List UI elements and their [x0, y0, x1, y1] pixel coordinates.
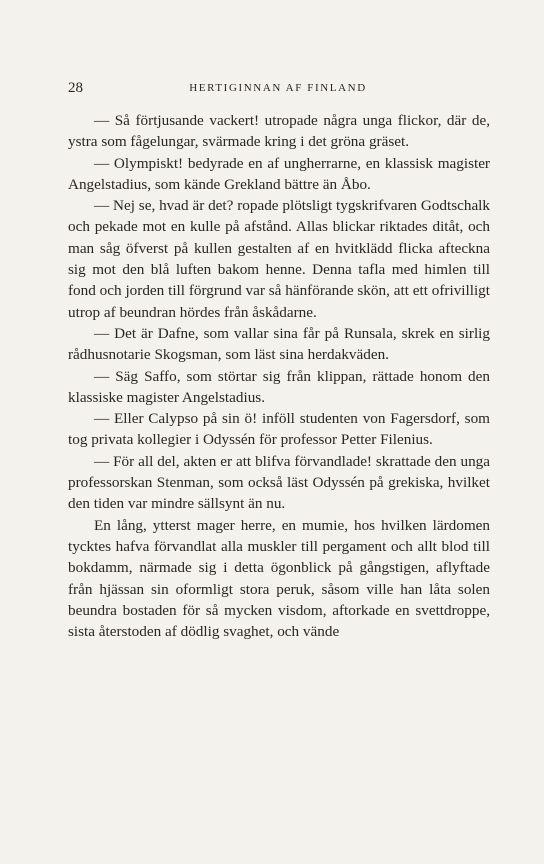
- paragraph: — Nej se, hvad är det? ropade plötsligt tygskrifvaren Godtschalk och pekade mot en kulle på afstånd. Allas blickar riktades ditåt, och man såg öfverst på kullen gestalten af en hvitklädd flicka afteckna sig mot den blå luften bakom henne. Denna tafla med himlen till fond och jorden till förgrund var så hänförande skön, att ett ofrivilligt utrop af beundran hördes från åskådarne.: [68, 197, 490, 321]
- paragraph: — Så förtjusande vackert! utropade några unga flickor, där de, ystra som fågelungar, svärmade kring i det gröna gräset.: [68, 112, 490, 151]
- running-title: HERTIGINNAN AF FINLAND: [189, 82, 367, 94]
- body-text: [68, 110, 490, 642]
- paragraph: En lång, ytterst mager herre, en mumie, hos hvilken lärdomen tycktes hafva förvandlat alla muskler till pergament och allt blod till bokdamm, närmade sig i detta ögonblick på gångstigen, aflyftade från hjässan sin oformligt stora peruk, såsom ville han låta solen beundra bostaden för så mycken visdom, aftorkade en svettdroppe, sista återstoden af dödlig svaghet, och vände: [68, 516, 490, 641]
- paragraph: — Säg Saffo, som störtar sig från klippan, rättade honom den klassiske magister Angelstadius.: [68, 367, 490, 406]
- paragraph: — Det är Dafne, som vallar sina får på Runsala, skrek en sirlig rådhusnotarie Skogsman, som läst sina herdakväden.: [68, 324, 490, 364]
- page-number: 28: [68, 80, 83, 96]
- paragraph: — För all del, akten er att blifva förvandlade! skrattade den unga professorskan Stenman, som också läst Odyssén på grekiska, hvilket den tiden var mindre sällsynt än nu.: [68, 452, 490, 513]
- page-header: [68, 80, 488, 100]
- paragraph: — Olympiskt! bedyrade en af ungherrarne, en klassisk magister Angelstadius, som kände Grekland bättre än Åbo.: [68, 154, 490, 193]
- paragraph: — Eller Calypso på sin ö! inföll studenten von Fagersdorf, som tog privata kollegier i Odyssén för professor Petter Filenius.: [68, 410, 490, 449]
